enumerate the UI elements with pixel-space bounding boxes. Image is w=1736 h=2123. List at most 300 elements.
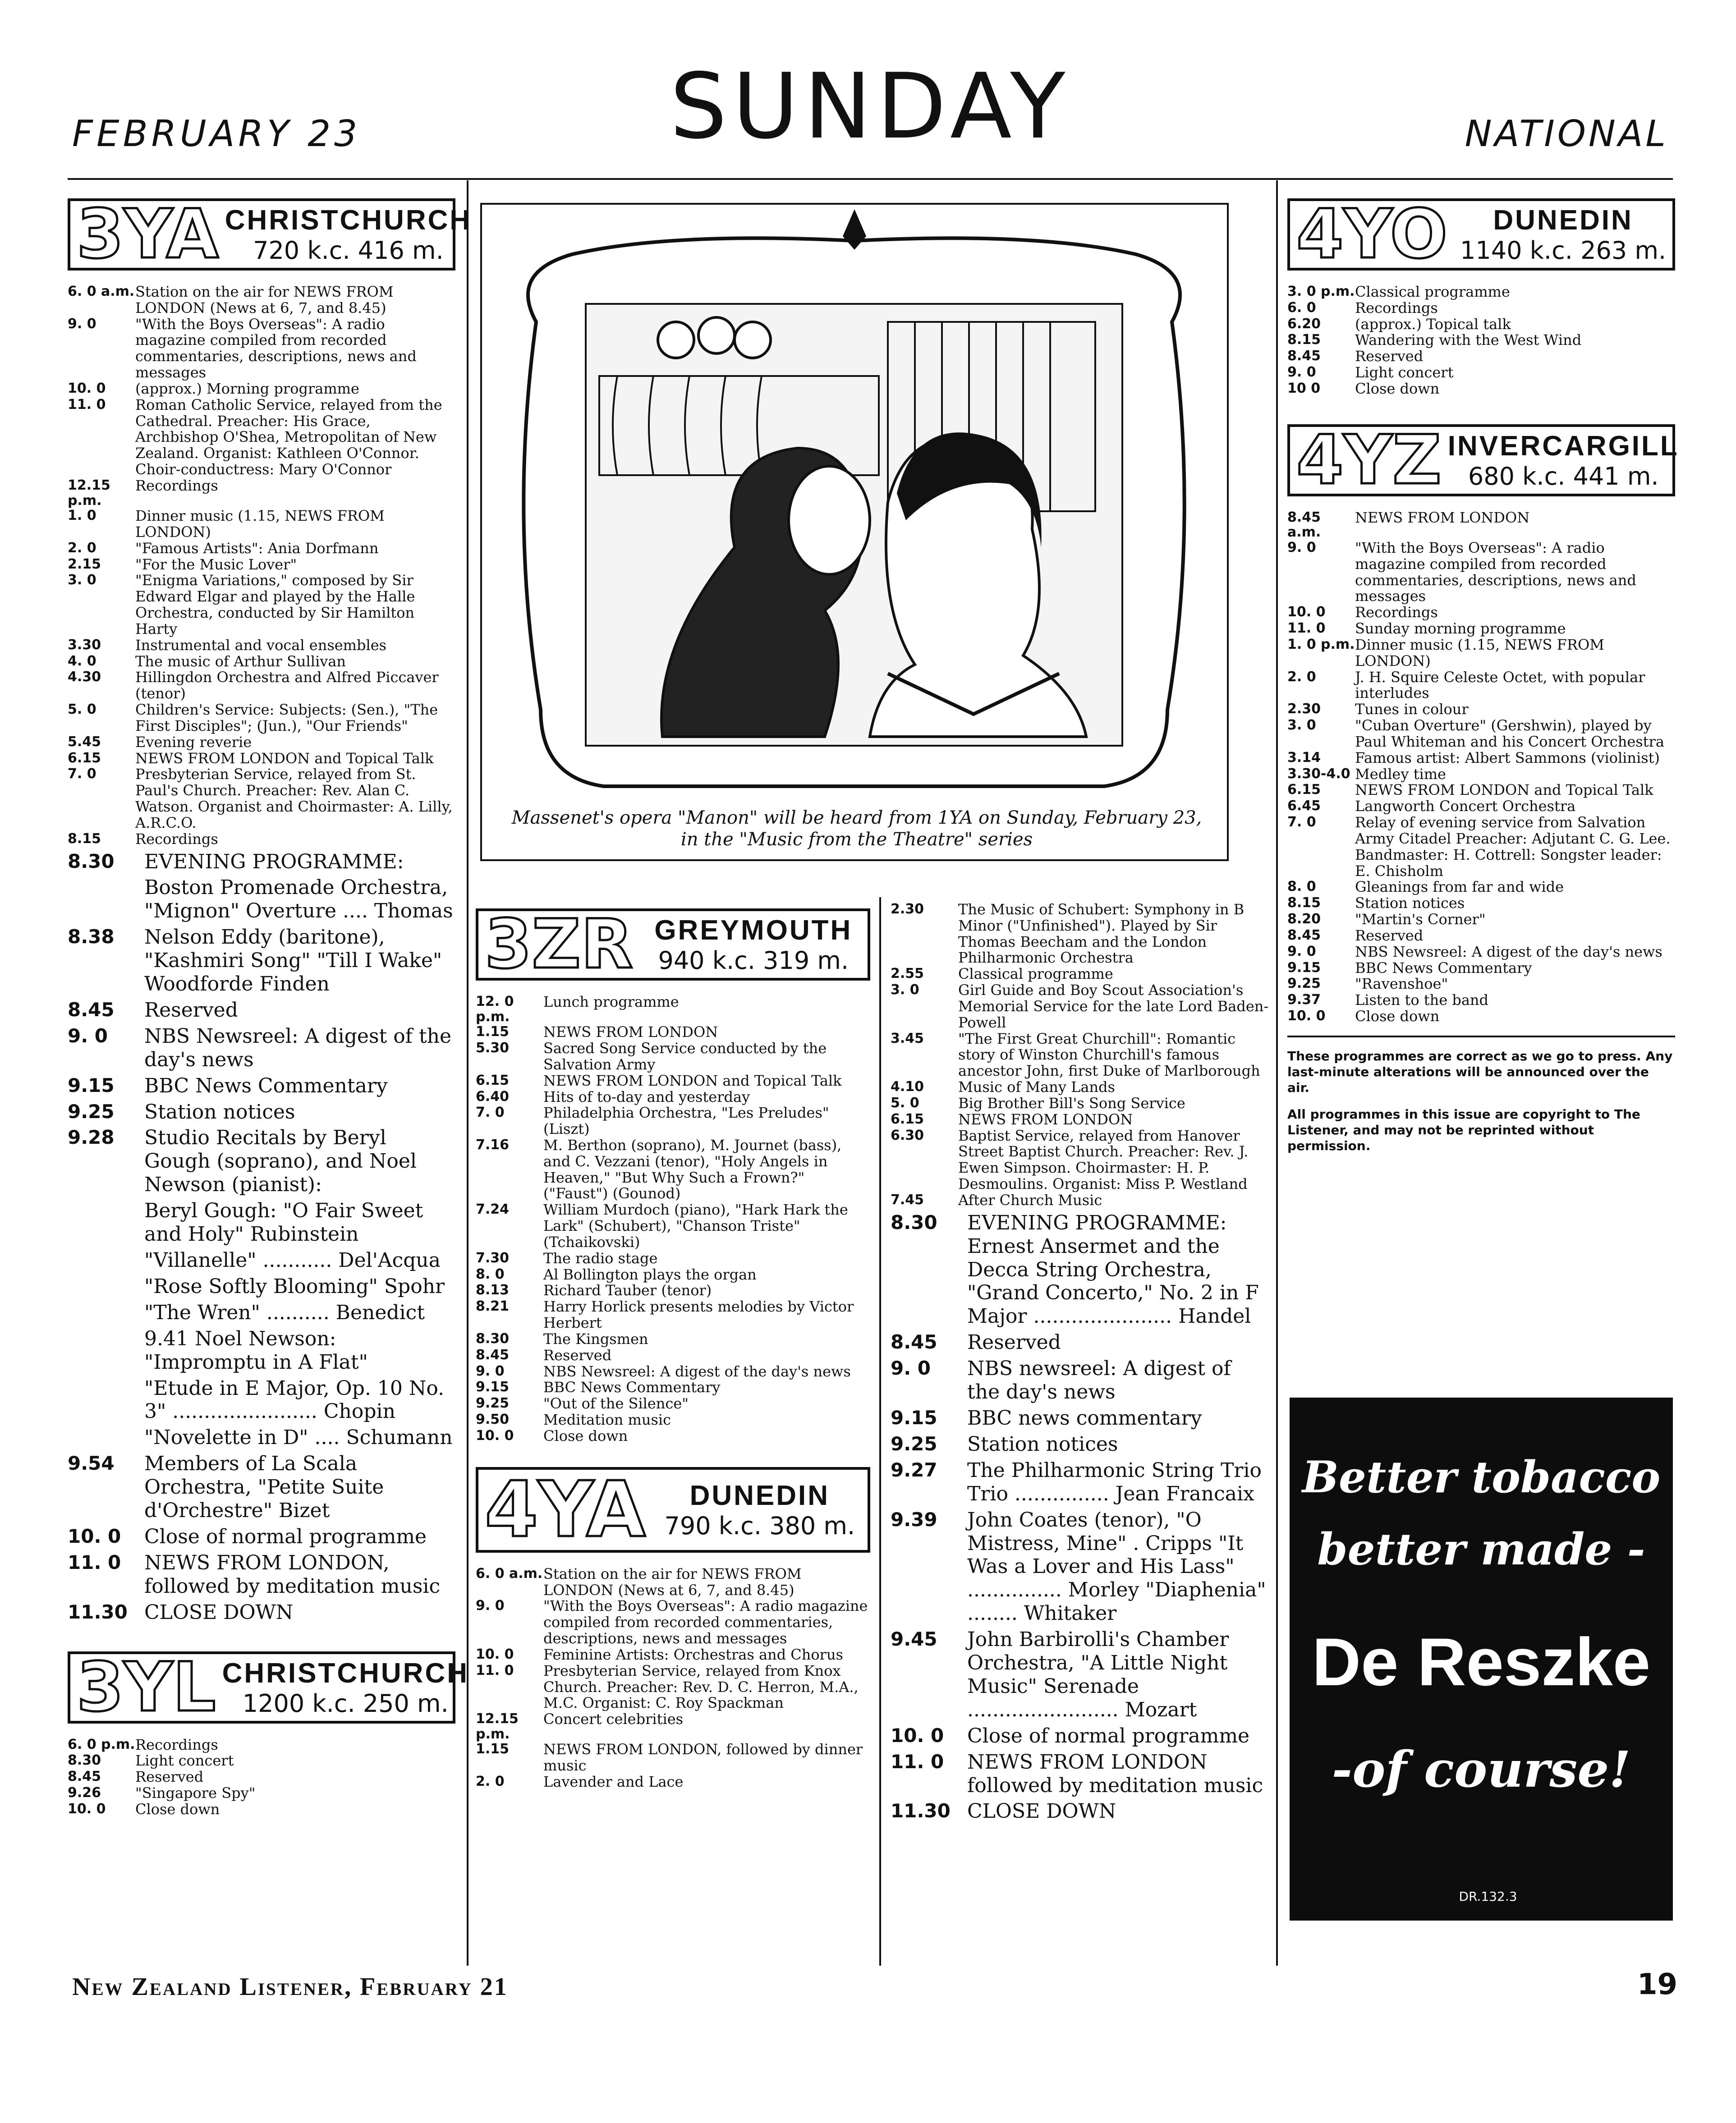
programme-row	[68, 654, 455, 670]
programme-description: Philadelphia Orchestra, "Les Preludes" (Liszt)	[543, 1104, 829, 1138]
programme-time: 9.25	[891, 1432, 937, 1455]
programme-description: Station notices	[144, 1100, 295, 1123]
programme-description: 9.41 Noel Newson: "Impromptu in A Flat"	[144, 1327, 368, 1374]
programme-description: Medley time	[1355, 765, 1446, 783]
programme-description: Tunes in colour	[1355, 701, 1469, 718]
programme-row	[476, 1647, 870, 1663]
programme-row	[476, 1024, 870, 1041]
programme-row	[1287, 348, 1675, 365]
station-info	[225, 204, 472, 265]
evening-4ya	[891, 1211, 1269, 1824]
programme-time: 9.25	[476, 1395, 510, 1412]
programme-description: M. Berthon (soprano), M. Journet (bass), and C. Vezzani (tenor), "Holy Angels in Heaven," "But Why Such a Frown?" ("Faust") (Gounod)	[543, 1136, 842, 1202]
header-region: NATIONAL	[1465, 113, 1668, 155]
programme-row	[891, 1800, 1269, 1823]
programme-row	[891, 1357, 1269, 1404]
programme-time: 1. 0 p.m.	[1287, 636, 1355, 652]
programme-time: 9. 0	[68, 1024, 108, 1047]
programme-time: 8.45	[68, 998, 115, 1021]
programme-row	[476, 1105, 870, 1137]
programme-time: 9.27	[891, 1458, 937, 1481]
programme-description: BBC news commentary	[967, 1406, 1202, 1430]
programme-description: Close of normal programme	[967, 1724, 1250, 1747]
column-3zr	[476, 905, 870, 1791]
programme-row	[476, 1364, 870, 1380]
programme-row	[1287, 895, 1675, 912]
programme-time: 6. 0 a.m.	[476, 1565, 543, 1582]
header-day: SUNDAY	[670, 54, 1071, 159]
programme-time: 7.16	[476, 1137, 510, 1153]
programme-description: "The First Great Churchill": Romantic story of Winston Churchill's famous ancestor John, first Duke of Marlborough	[958, 1030, 1260, 1080]
programme-time: 11.30	[891, 1800, 951, 1822]
ad-line-2: better made -	[1317, 1524, 1645, 1575]
programme-time: 7.24	[476, 1201, 510, 1218]
programme-time: 3.30-4.0	[1287, 766, 1350, 782]
programme-time: 9. 0	[68, 316, 96, 332]
programme-time: 2. 0	[476, 1774, 505, 1790]
programme-time: 6.40	[476, 1088, 510, 1105]
programme-time: 8.45	[476, 1347, 510, 1363]
programme-time: 7. 0	[68, 766, 96, 782]
station-box-4yo	[1287, 195, 1675, 274]
programme-description: Reserved	[967, 1331, 1061, 1354]
programme-time: 9. 0	[1287, 364, 1316, 381]
programme-time: 9.28	[68, 1126, 115, 1149]
programme-row	[68, 702, 455, 734]
programme-time: 7. 0	[1287, 814, 1316, 830]
programme-row	[891, 902, 1269, 966]
programme-row	[1287, 1009, 1675, 1025]
de-reszke-advertisement	[1290, 1398, 1673, 1921]
programme-description: Station on the air for NEWS FROM LONDON (News at 6, 7, and 8.45)	[135, 283, 394, 316]
programme-description: "With the Boys Overseas": A radio magazine compiled from recorded commentaries, descriptions, news and messages	[543, 1597, 868, 1647]
programme-time: 12.15 p.m.	[68, 477, 110, 509]
programme-row	[1287, 766, 1675, 783]
station-call-sign: 4YA	[485, 1465, 646, 1554]
programme-row	[68, 508, 455, 541]
programme-description: Al Bollington plays the organ	[543, 1266, 757, 1283]
programme-description: EVENING PROGRAMME: Ernest Ansermet and the Decca String Orchestra, "Grand Concerto," No. 2 in F Major ...................... Handel	[967, 1211, 1259, 1328]
programme-description: Station on the air for NEWS FROM LONDON (News at 6, 7, and 8.45)	[543, 1565, 802, 1599]
programme-time: 6.45	[1287, 798, 1321, 814]
programme-row	[891, 1211, 1269, 1329]
programme-row	[1287, 621, 1675, 637]
programme-time: 6. 0 p.m.	[68, 1736, 135, 1752]
station-info	[639, 914, 868, 975]
programme-row	[68, 637, 455, 654]
programme-description: Close down	[135, 1800, 220, 1818]
programme-row	[891, 1459, 1269, 1506]
programme-row	[68, 1199, 455, 1246]
programme-row	[68, 766, 455, 831]
station-frequency: 1200 k.c. 250 m.	[242, 1689, 449, 1718]
programme-time: 8. 0	[476, 1266, 505, 1282]
notice-corrections: These programmes are correct as we go to press. Any last-minute alterations will be announced over the air.	[1287, 1048, 1673, 1095]
programme-row	[476, 1428, 870, 1444]
programme-time: 7.45	[891, 1192, 924, 1208]
programme-time: 1.15	[476, 1741, 510, 1757]
programme-time	[68, 1301, 144, 1325]
programme-description: Music of Many Lands	[958, 1078, 1115, 1096]
programme-row	[476, 1267, 870, 1283]
programme-time: 9.15	[476, 1379, 510, 1395]
programme-row	[68, 316, 455, 381]
programme-time: 9.50	[476, 1412, 510, 1428]
programme-row	[891, 1724, 1269, 1748]
programme-description: Lavender and Lace	[543, 1773, 684, 1791]
programme-time: 11. 0	[891, 1750, 944, 1773]
programme-time: 9.37	[1287, 992, 1321, 1008]
programme-time: 9.25	[1287, 976, 1321, 992]
programme-time: 2.30	[1287, 701, 1321, 717]
station-city: GREYMOUTH	[654, 915, 853, 946]
programme-row	[1287, 510, 1675, 540]
programme-description: Close of normal programme	[144, 1525, 427, 1548]
programme-row	[68, 1126, 455, 1197]
programme-description: NEWS FROM LONDON followed by meditation music	[967, 1750, 1263, 1797]
programme-row	[476, 1299, 870, 1331]
programme-description: "With the Boys Overseas": A radio magazine compiled from recorded commentaries, descriptions, news and messages	[1355, 539, 1636, 605]
programme-time: 9.54	[68, 1452, 115, 1475]
station-box-3ya	[68, 195, 472, 274]
programme-description: (approx.) Topical talk	[1355, 315, 1511, 333]
programme-description: BBC News Commentary	[144, 1074, 388, 1097]
programme-row	[1287, 750, 1675, 766]
programme-time: 11. 0	[68, 1551, 121, 1573]
programme-row	[1287, 365, 1675, 381]
programme-description: Nelson Eddy (baritone), "Kashmiri Song" "Till I Wake" Woodforde Finden	[144, 926, 442, 996]
station-info	[222, 1657, 469, 1718]
programme-row	[891, 1079, 1269, 1096]
programme-description: Close down	[1355, 1008, 1440, 1025]
programme-time: 9. 0	[476, 1598, 505, 1614]
programme-time: 8.15	[1287, 895, 1321, 911]
programme-description: Reserved	[144, 998, 238, 1022]
programme-time: 8. 0	[1287, 879, 1316, 895]
programme-description: NBS newsreel: A digest of the day's news	[967, 1357, 1231, 1404]
programme-time: 10. 0	[476, 1427, 514, 1444]
programme-description: Reserved	[543, 1346, 612, 1364]
programme-row	[1287, 782, 1675, 798]
programme-time	[68, 1199, 144, 1246]
programme-time: 2.30	[891, 901, 924, 917]
programme-time: 11. 0	[1287, 620, 1326, 637]
evening-3ya	[68, 850, 455, 1624]
programme-description: Beryl Gough: "O Fair Sweet and Holy" Rubinstein	[144, 1199, 423, 1246]
programme-row	[68, 1074, 455, 1098]
programme-row	[891, 1509, 1269, 1626]
illustration-drawing	[482, 205, 1227, 859]
programme-row	[68, 1100, 455, 1124]
programme-time: 3. 0	[1287, 717, 1316, 734]
programme-row	[68, 1753, 455, 1769]
programme-row	[476, 1041, 870, 1073]
programme-description: CLOSE DOWN	[144, 1600, 294, 1624]
programme-time: 2.55	[891, 966, 924, 982]
programme-row	[476, 1283, 870, 1299]
programme-row	[1287, 960, 1675, 977]
programme-description: Sacred Song Service conducted by the Salvation Army	[543, 1040, 827, 1073]
programme-description: After Church Music	[958, 1191, 1102, 1209]
programme-row	[1287, 718, 1675, 750]
programme-row	[1287, 669, 1675, 702]
programme-row	[476, 1663, 870, 1711]
programme-description: Concert celebrities	[543, 1710, 684, 1728]
programme-description: NEWS FROM LONDON	[1355, 509, 1530, 526]
programme-description: Big Brother Bill's Song Service	[958, 1094, 1185, 1112]
programme-time: 3. 0	[891, 982, 919, 998]
programme-time: 4. 0	[68, 653, 96, 669]
programme-description: John Coates (tenor), "O Mistress, Mine" . Cripps "It Was a Lover and His Lass" ............... Morley "Diaphenia" ........ Whitaker	[967, 1508, 1266, 1625]
programme-row	[1287, 815, 1675, 879]
programme-time: 6.30	[891, 1127, 924, 1143]
programme-description: "Ravenshoe"	[1355, 975, 1448, 993]
programme-row	[476, 1711, 870, 1742]
programme-row	[891, 1433, 1269, 1456]
programme-row	[68, 1452, 455, 1522]
programme-time: 12.15 p.m.	[476, 1711, 519, 1742]
programme-time: 3. 0	[68, 572, 96, 588]
programme-row	[1287, 316, 1675, 333]
ad-line-1: Better tobacco	[1302, 1452, 1661, 1503]
programme-row	[68, 1551, 455, 1598]
programme-description: Langworth Concert Orchestra	[1355, 798, 1576, 815]
programme-row	[1287, 992, 1675, 1009]
programme-time: 4.10	[891, 1079, 924, 1095]
programme-row	[68, 926, 455, 996]
station-frequency: 790 k.c. 380 m.	[664, 1511, 855, 1540]
programme-time: 1.15	[476, 1024, 510, 1040]
programme-row	[891, 966, 1269, 982]
station-box-3zr	[476, 905, 870, 984]
programme-time: 9. 0	[1287, 539, 1316, 555]
station-call-sign: 3YL	[77, 1648, 216, 1727]
programme-time	[68, 1426, 144, 1449]
programme-row	[1287, 879, 1675, 895]
programme-row	[68, 1275, 455, 1298]
programme-description: Listen to the band	[1355, 991, 1489, 1009]
programme-time: 8.38	[68, 926, 115, 948]
programme-row	[68, 1601, 455, 1624]
programme-row	[1287, 944, 1675, 960]
programme-description: NEWS FROM LONDON and Topical Talk	[543, 1072, 842, 1089]
programme-time: 8.20	[1287, 911, 1321, 927]
programme-time	[68, 876, 144, 923]
programme-time: 8.13	[476, 1282, 510, 1298]
programme-description: Recordings	[1355, 604, 1438, 621]
programme-row	[891, 1096, 1269, 1112]
programme-time: 2. 0	[68, 540, 96, 556]
programme-description: The radio stage	[543, 1249, 658, 1267]
programme-description: NEWS FROM LONDON, followed by dinner music	[543, 1741, 863, 1775]
programme-row	[68, 831, 455, 848]
programme-time	[68, 1377, 144, 1424]
programme-time: 5. 0	[68, 702, 96, 718]
programme-description: Reserved	[1355, 348, 1424, 365]
programme-description: Evening reverie	[135, 733, 252, 751]
programme-description: "Singapore Spy"	[135, 1784, 256, 1802]
programme-row	[1287, 637, 1675, 669]
programme-row	[68, 1769, 455, 1785]
station-box-3yl	[68, 1648, 469, 1727]
programme-row	[1287, 702, 1675, 718]
station-info	[652, 1480, 868, 1540]
programme-description: Presbyterian Service, relayed from St. Paul's Church. Preacher: Rev. Alan C. Watson. Organist and Choirmaster: A. Lilly, A.R.C.O.	[135, 766, 453, 831]
programme-time: 9.15	[891, 1406, 937, 1429]
programme-row	[476, 1331, 870, 1348]
programme-time: 3.14	[1287, 749, 1321, 766]
programme-description: "Villanelle" ........... Del'Acqua	[144, 1249, 441, 1272]
programme-time: 8.30	[68, 850, 115, 872]
programme-time: 1. 0	[68, 508, 96, 524]
programme-description: "Novelette in D" .... Schumann	[144, 1426, 453, 1449]
programme-description: "Etude in E Major, Op. 10 No. 3" ....................... Chopin	[144, 1376, 445, 1423]
programme-description: Hillingdon Orchestra and Alfred Piccaver (tenor)	[135, 669, 439, 702]
programme-description: Recordings	[135, 830, 218, 848]
programme-time: 8.45	[891, 1331, 937, 1353]
programme-description: Dinner music (1.15, NEWS FROM LONDON)	[135, 507, 385, 541]
programme-row	[68, 1426, 455, 1449]
programme-time: 8.45	[1287, 348, 1321, 364]
station-frequency: 1140 k.c. 263 m.	[1460, 236, 1667, 265]
programme-description: John Barbirolli's Chamber Orchestra, "A Little Night Music" Serenade ........................ Mozart	[967, 1628, 1229, 1721]
programme-description: NEWS FROM LONDON	[543, 1023, 718, 1041]
programme-time: 7. 0	[476, 1105, 505, 1121]
programme-time: 10. 0	[476, 1646, 514, 1662]
programme-time: 3. 0 p.m.	[1287, 284, 1355, 299]
programme-description: The music of Arthur Sullivan	[135, 652, 346, 670]
programme-row	[68, 573, 455, 637]
programme-time: 8.30	[891, 1211, 937, 1233]
programme-time: 10. 0	[1287, 1008, 1326, 1024]
programme-time: 4.30	[68, 669, 101, 685]
programme-row	[891, 982, 1269, 1031]
listing-3ya	[68, 284, 455, 848]
programme-time: 6.15	[891, 1111, 924, 1127]
programme-description: "The Wren" .......... Benedict	[144, 1301, 425, 1324]
station-frequency: 720 k.c. 416 m.	[253, 236, 444, 265]
programme-row	[891, 1331, 1269, 1354]
programme-time: 6. 0 a.m.	[68, 284, 135, 299]
programme-description: Meditation music	[543, 1411, 671, 1429]
ad-line-3: De Reszke	[1312, 1624, 1651, 1700]
notice-copyright: All programmes in this issue are copyright to The Listener, and may not be reprinted without permission.	[1287, 1106, 1640, 1153]
listing-4yz	[1287, 510, 1675, 1025]
station-city: CHRISTCHURCH	[225, 205, 472, 236]
column-4yo	[1287, 195, 1679, 1154]
header-date: FEBRUARY 23	[72, 113, 361, 155]
column-4ya-cont	[891, 902, 1269, 1823]
programme-row	[476, 1566, 870, 1599]
programme-description: The Music of Schubert: Symphony in B Minor ("Unfinished"). Played by Sir Thomas Beecham and the London Philharmonic Orchestra	[958, 901, 1245, 967]
column-rule-mid	[879, 897, 881, 1966]
programme-row	[68, 1737, 455, 1753]
programme-time: 5.45	[68, 734, 101, 750]
programme-description: (approx.) Morning programme	[135, 380, 359, 397]
listing-4ya-continued	[891, 902, 1269, 1209]
programme-time: 8.15	[1287, 332, 1321, 348]
programme-time: 6.15	[1287, 782, 1321, 798]
programme-row	[68, 478, 455, 508]
programme-description: EVENING PROGRAMME:	[144, 850, 404, 873]
station-call-sign: 4YO	[1296, 195, 1448, 274]
programme-description: Close down	[1355, 380, 1440, 397]
programme-description: Light concert	[1355, 364, 1454, 381]
page-number: 19	[1637, 1968, 1677, 2001]
programme-description: Recordings	[1355, 299, 1438, 316]
programme-row	[68, 1785, 455, 1802]
programme-row	[476, 1742, 870, 1774]
programme-description: Girl Guide and Boy Scout Association's Memorial Service for the late Lord Baden-Powell	[958, 981, 1269, 1031]
programme-time: 11.30	[68, 1600, 128, 1623]
programme-time: 6.15	[476, 1072, 510, 1088]
programme-description: "Rose Softly Blooming" Spohr	[144, 1275, 445, 1298]
programme-row	[68, 751, 455, 767]
programme-row	[1287, 284, 1675, 300]
programme-description: "Cuban Overture" (Gershwin), played by Paul Whiteman and his Concert Orchestra	[1355, 717, 1664, 750]
programme-description: Reserved	[1355, 926, 1424, 944]
programme-description: BBC News Commentary	[543, 1379, 721, 1396]
programme-description: Reserved	[135, 1768, 204, 1786]
station-info	[1448, 430, 1679, 491]
programme-description: "Enigma Variations," composed by Sir Edward Elgar and played by the Halle Orchestra, conducted by Sir Hamilton Harty	[135, 572, 415, 637]
programme-description: Roman Catholic Service, relayed from the Cathedral. Preacher: His Grace, Archbishop O'Shea, Metropolitan of New Zealand. Organist: Kathleen O'Connor. Choir-conductress: Mary O'Connor	[135, 396, 442, 478]
listing-3zr	[476, 994, 870, 1444]
station-frequency: 680 k.c. 441 m.	[1468, 462, 1659, 491]
station-box-4yz	[1287, 421, 1679, 500]
programme-time: 11. 0	[476, 1662, 514, 1678]
programme-row	[68, 1249, 455, 1272]
programme-description: Relay of evening service from Salvation Army Citadel Preacher: Adjutant C. G. Lee. Bandmaster: H. Cottrell: Songster leader: E. Chisholm	[1355, 814, 1671, 880]
programme-description: Baptist Service, relayed from Hanover Street Baptist Church. Preacher: Rev. J. Ewen Simpson. Choirmaster: H. P. Desmoulins. Organist: Miss P. Westland	[958, 1127, 1249, 1193]
programme-description: NEWS FROM LONDON and Topical Talk	[1355, 781, 1653, 799]
programme-description: NEWS FROM LONDON, followed by meditation music	[144, 1551, 441, 1598]
programme-description: NEWS FROM LONDON	[958, 1110, 1133, 1128]
programme-description: Presbyterian Service, relayed from Knox Church. Preacher: Rev. D. C. Herron, M.A., M.C. Organist: C. Roy Spackman	[543, 1662, 859, 1712]
programme-description: Hits of to-day and yesterday	[543, 1088, 750, 1105]
programme-row	[476, 1251, 870, 1267]
programme-description: Recordings	[135, 477, 218, 494]
programme-time: 5. 0	[891, 1095, 919, 1111]
programme-description: Feminine Artists: Orchestras and Chorus	[543, 1646, 843, 1663]
programme-time: 8.15	[68, 830, 101, 847]
programme-time: 9.15	[68, 1074, 115, 1096]
programme-row	[1287, 976, 1675, 992]
programme-row	[476, 1774, 870, 1790]
programme-description: Studio Recitals by Beryl Gough (soprano), and Noel Newson (pianist):	[144, 1126, 417, 1197]
programme-row	[1287, 332, 1675, 348]
station-call-sign: 4YZ	[1296, 421, 1442, 500]
footer-publication: New Zealand Listener, February 21	[72, 1973, 508, 2001]
programme-time: 8.30	[476, 1330, 510, 1347]
programme-time: 9.26	[68, 1785, 101, 1801]
programme-row	[1287, 928, 1675, 944]
programme-time: 6. 0	[1287, 299, 1316, 316]
programme-time: 10. 0	[68, 1801, 106, 1817]
programme-time: 2. 0	[1287, 669, 1316, 685]
programme-description: Boston Promenade Orchestra, "Mignon" Overture .... Thomas	[144, 876, 453, 923]
programme-row	[68, 669, 455, 702]
programme-description: "Famous Artists": Ania Dorfmann	[135, 539, 379, 557]
programme-row	[1287, 300, 1675, 316]
programme-row	[891, 1751, 1269, 1797]
programme-row	[891, 1407, 1269, 1430]
ad-line-4: -of course!	[1332, 1740, 1631, 1798]
programme-time: 8.21	[476, 1298, 510, 1315]
programme-row	[476, 1412, 870, 1428]
programme-row	[476, 1073, 870, 1089]
programme-time: 6.15	[68, 750, 101, 766]
